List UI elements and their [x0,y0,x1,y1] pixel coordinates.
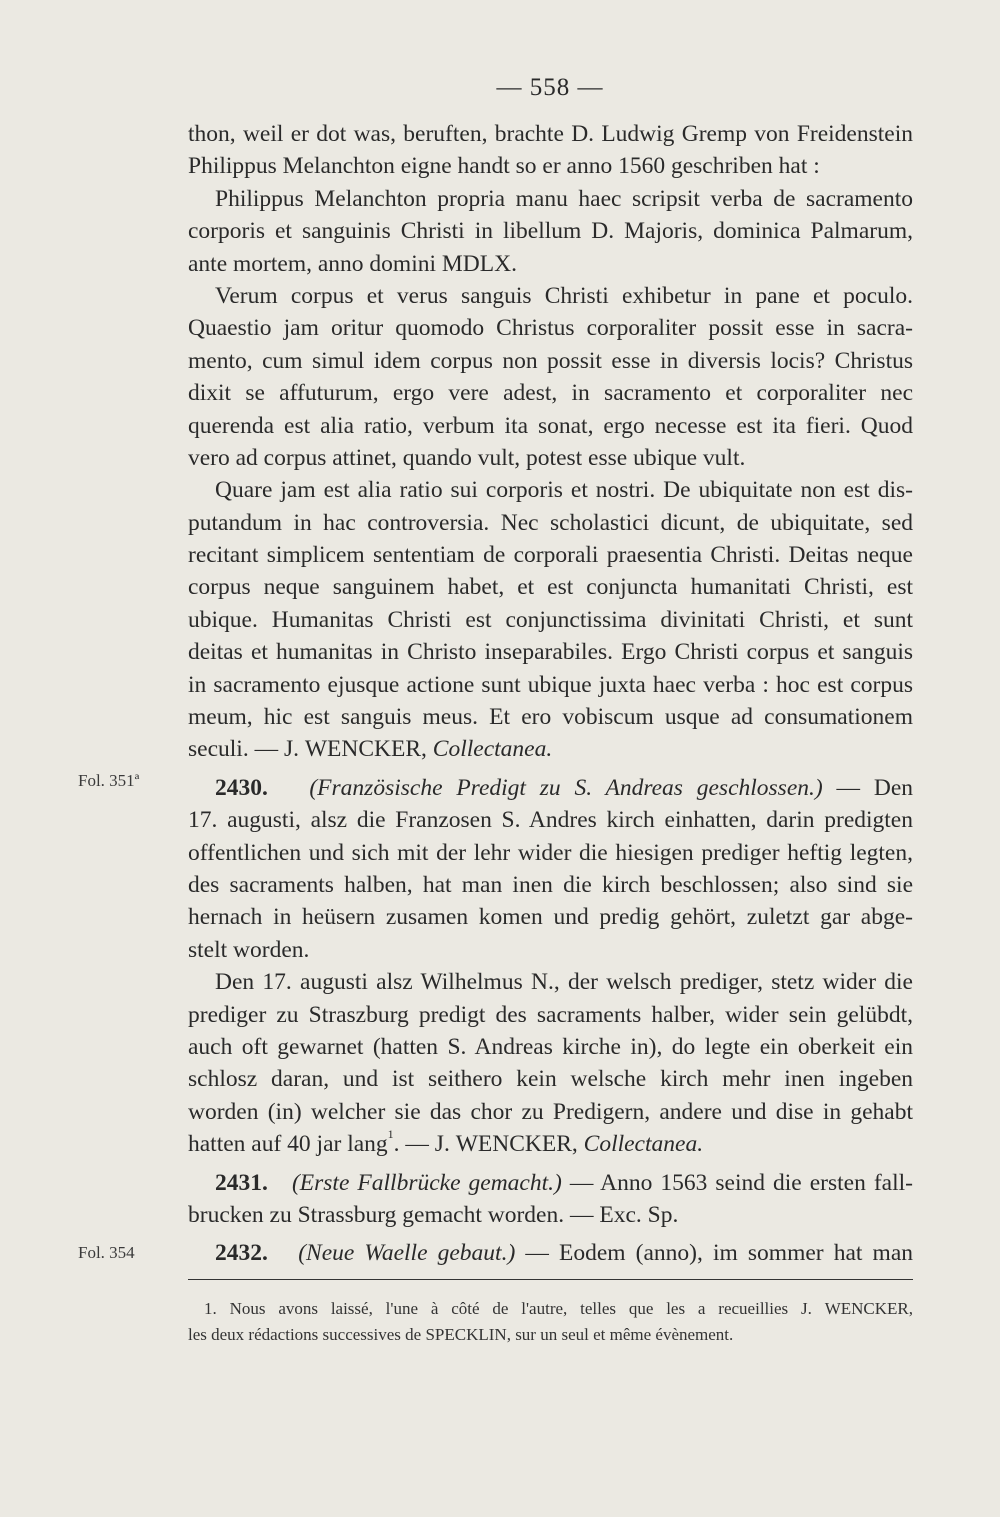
text-line: prediger zu Straszburg predigt des sacraments halber, wider sein gelübdt, [188,1001,913,1028]
entry-title: (Französische Predigt zu S. Andreas geschlossen.) [309,774,823,801]
body-text [188,118,913,1270]
text-line: schlosz daran, und ist seithero kein welsche kirch mehr inen ingeben [188,1066,913,1093]
text-line: worden (in) welcher sie das chor zu Predigern, andere und dise in gehabt [188,1098,913,1125]
text-line [188,1128,913,1160]
author-name: WENCKER [455,1131,572,1158]
text-line: Quare jam est alia ratio sui corporis et nostri. De ubiquitate non est dis- [215,477,913,504]
text-line: Quaestio jam oritur quomodo Christus corporaliter possit esse in sacra- [188,315,913,342]
text-fragment: les deux rédactions successives de [188,1325,426,1344]
text-line: mento, cum simul idem corpus non possit esse in diversis locis? Christus [188,347,913,374]
text-fragment: Nous avons laissé, l'une à côté de l'autre, telles que les a recueillies J. [216,1299,825,1318]
footnote [188,1296,913,1348]
text-line: ubique. Humanitas Christi est conjunctissima divinitati Christi, et sunt [188,606,913,633]
entry-2431-heading [188,1167,913,1199]
text-line: recitant simplicem sententiam de corporali praesentia Christi. Deitas neque [188,542,913,569]
author-name: WENCKER [304,736,422,763]
text-line: corporis et sanguinis Christi in libellum D. Majoris, dominica Palmarum, [188,218,913,245]
text-line: meum, hic est sanguis meus. Et ero vobiscum usque ad consumationem [188,704,913,731]
text-line: thon, weil er dot was, beruften, brachte D. Ludwig Gremp von Freidenstein [188,121,913,147]
entry-number: 2431. [215,1169,268,1196]
source-title: Collectanea. [583,1131,704,1158]
text-line: offentlichen und sich mit der lehr wider die hiesigen prediger heftig legten, [188,839,913,866]
footnote-rule [188,1279,913,1280]
margin-note-fol-351: Fol. 351ª [78,771,140,790]
text-fragment: hatten auf 40 jar lang [188,1131,388,1158]
entry-title: (Erste Fallbrücke gemacht.) [291,1169,562,1196]
text-line [188,733,913,765]
text-fragment: — Anno 1563 seind die ersten fall- [561,1169,913,1196]
entry-number: 2432. [215,1240,268,1267]
source-title: Collectanea. [432,736,553,763]
text-line: Philippus Melanchton propria manu haec scripsit verba de sacramento [215,185,913,212]
text-line: querenda est alia ratio, verbum ita sonat, ergo necesse est ita fieri. Quod [188,412,913,439]
text-line: putandum in hac controversia. Nec scholastici dicunt, de ubiquitate, sed [188,509,913,536]
text-line: Philippus Melanchton eigne handt so er anno 1560 geschriben hat : [188,153,820,180]
text-fragment: , sur un seul et même évènement. [506,1325,734,1344]
text-line: des sacraments halben, hat man inen die kirch beschlossen; also sind sie [188,871,913,898]
entry-number: 2430. [215,774,268,801]
text-line: deitas et humanitas in Christo inseparabiles. Ergo Christi corpus et sanguis [188,639,913,666]
text-line: Den 17. augusti alsz Wilhelmus N., der welsch prediger, stetz wider die [215,969,913,996]
text-line: ante mortem, anno domini MDLX. [188,250,517,277]
entry-2432-heading [188,1237,913,1269]
text-line: vero ad corpus attinet, quando vult, potest esse ubique vult. [188,444,746,471]
text-line: 17. augusti, alsz die Franzosen S. Andres kirch einhatten, darin predigten [188,807,913,834]
author-name: WENCKER [824,1299,909,1318]
text-fragment: , [571,1131,584,1158]
text-line: dixit se affuturum, ergo vere adest, in sacramento et corporaliter nec [188,380,913,407]
text-fragment: . — J. [393,1131,456,1158]
text-fragment: seculi. — J. [188,736,305,763]
text-fragment: — Den [822,774,914,801]
text-line: in sacramento ejusque actione sunt ubique juxta haec verba : hoc est corpus [188,671,913,698]
margin-note-fol-354: Fol. 354 [78,1243,135,1262]
text-line: hernach in heüsern zusamen komen und predig gehört, zuletzt gar abge- [188,904,913,931]
text-line: auch oft gewarnet (hatten S. Andreas kirche in), do legte ein oberkeit ein [188,1033,913,1060]
text-line: corpus neque sanguinem habet, et est conjuncta humanitati Christi, est [188,574,913,601]
page-number: — 558 — [496,74,604,101]
text-fragment: — Eodem (anno), im sommer hat man [515,1240,913,1267]
author-name: SPECKLIN [425,1325,507,1344]
text-line: stelt worden. [188,936,310,963]
text-line: Verum corpus et verus sanguis Christi exhibetur in pane et poculo. [215,282,913,309]
footnote-number: 1. [204,1299,217,1318]
footnote-line [188,1322,913,1348]
text-fragment: , [908,1299,913,1318]
text-line: brucken zu Strassburg gemacht worden. — Exc. Sp. [188,1201,679,1228]
footnote-line [188,1296,913,1322]
text-fragment: , [421,736,433,763]
footnote-marker: 1 [387,1127,394,1142]
entry-title: (Neue Waelle gebaut.) [298,1240,516,1267]
entry-2430-heading [188,772,913,804]
